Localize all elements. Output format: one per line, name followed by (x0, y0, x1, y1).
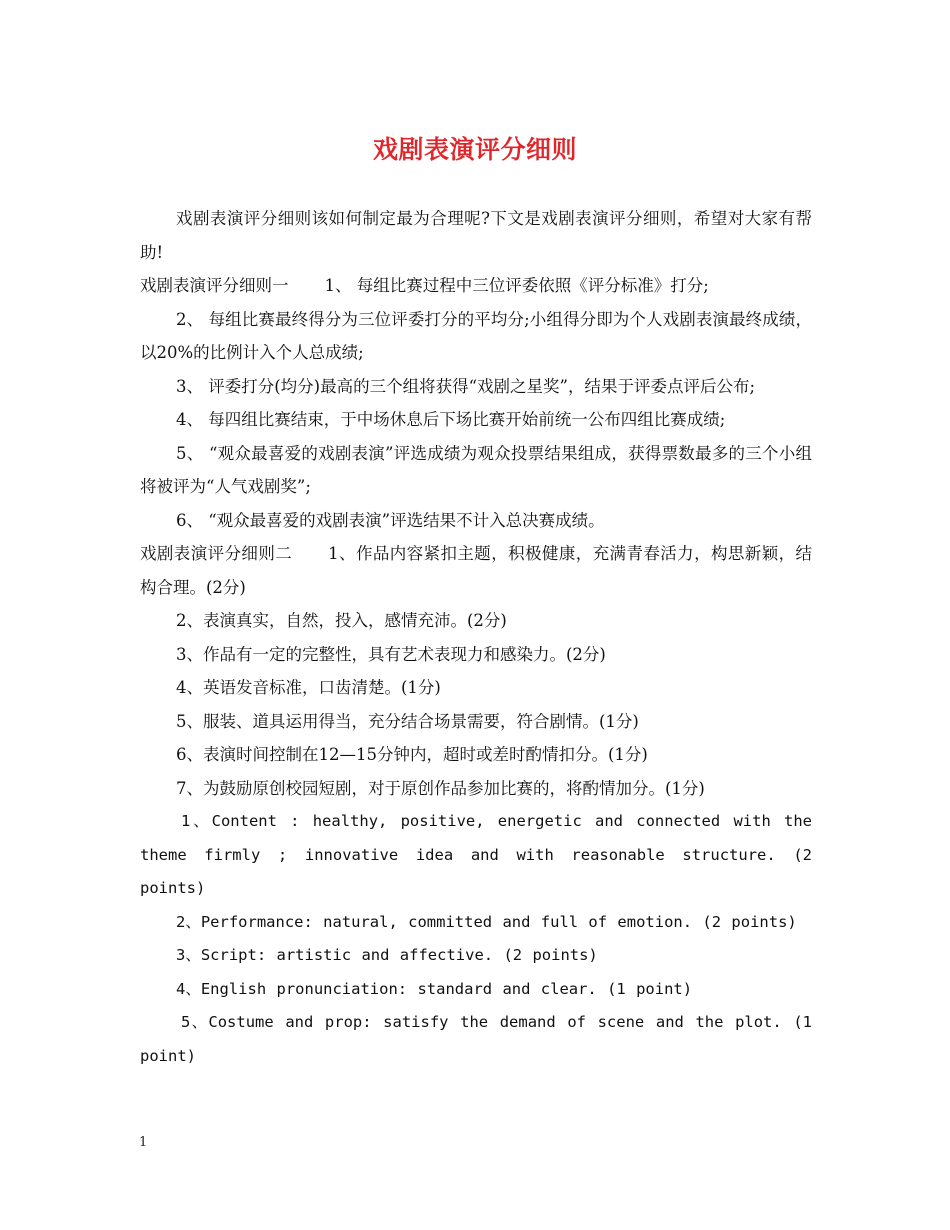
section2-item-6: 6、表演时间控制在12—15分钟内，超时或差时酌情扣分。(1分) (176, 745, 648, 764)
section1-first-line (140, 269, 812, 303)
section2-item-4: 4、英语发音标准，口齿清楚。(1分) (176, 678, 441, 697)
section2-heading: 戏剧表演评分细则二 (140, 544, 293, 563)
english-item-2: 2、Performance: natural, committed and full of emotion. (2 points) (176, 912, 797, 931)
section1-item-1: 1、 每组比赛过程中三位评委依照《评分标准》打分; (324, 276, 709, 295)
section1-item-6: 6、 “观众最喜爱的戏剧表演”评选结果不计入总决赛成绩。 (176, 510, 605, 530)
section2-first-line (140, 537, 812, 604)
english-item-5: 5、Costume and prop: satisfy the demand of scene and the plot. (1 point) (140, 1013, 812, 1065)
english-item-1: 1、Content : healthy, positive, energetic and connected with the theme firmly ; innovative idea and with reasonable structure. (2 points) (140, 812, 812, 897)
section2-item-3: 3、作品有一定的完整性，具有艺术表现力和感染力。(2分) (176, 644, 606, 664)
section1-heading: 戏剧表演评分细则一 (140, 276, 289, 295)
section1-item-3: 3、 评委打分(均分)最高的三个组将获得“戏剧之星奖”，结果于评委点评后公布; (176, 376, 756, 396)
document-title: 戏剧表演评分细则 (372, 135, 577, 164)
english-item-3: 3、Script: artistic and affective. (2 points) (176, 946, 598, 964)
section2-item-1: 1、作品内容紧扣主题，积极健康，充满青春活力，构思新颖，结构合理。(2分) (140, 544, 813, 597)
document-body (140, 202, 812, 1073)
page-number: 1 (139, 1135, 148, 1150)
section2-item-2: 2、表演真实，自然，投入，感情充沛。(2分) (176, 611, 507, 630)
section1-item-4: 4、 每四组比赛结束，于中场休息后下场比赛开始前统一公布四组比赛成绩; (176, 410, 726, 429)
section2-item-7: 7、为鼓励原创校园短剧，对于原创作品参加比赛的，将酌情加分。(1分) (176, 778, 705, 798)
section1-item-2: 2、 每组比赛最终得分为三位评委打分的平均分;小组得分即为个人戏剧表演最终成绩，以20%的比例计入个人总成绩; (140, 309, 812, 362)
intro-paragraph: 戏剧表演评分细则该如何制定最为合理呢?下文是戏剧表演评分细则，希望对大家有帮助! (140, 209, 812, 262)
english-item-4: 4、English pronunciation: standard and clear. (1 point) (176, 979, 693, 998)
section2-item-5: 5、服装、道具运用得当，充分结合场景需要，符合剧情。(1分) (176, 711, 639, 731)
section1-item-5: 5、 “观众最喜爱的戏剧表演”评选成绩为观众投票结果组成，获得票数最多的三个小组将被评为“人气戏剧奖”; (140, 443, 812, 496)
